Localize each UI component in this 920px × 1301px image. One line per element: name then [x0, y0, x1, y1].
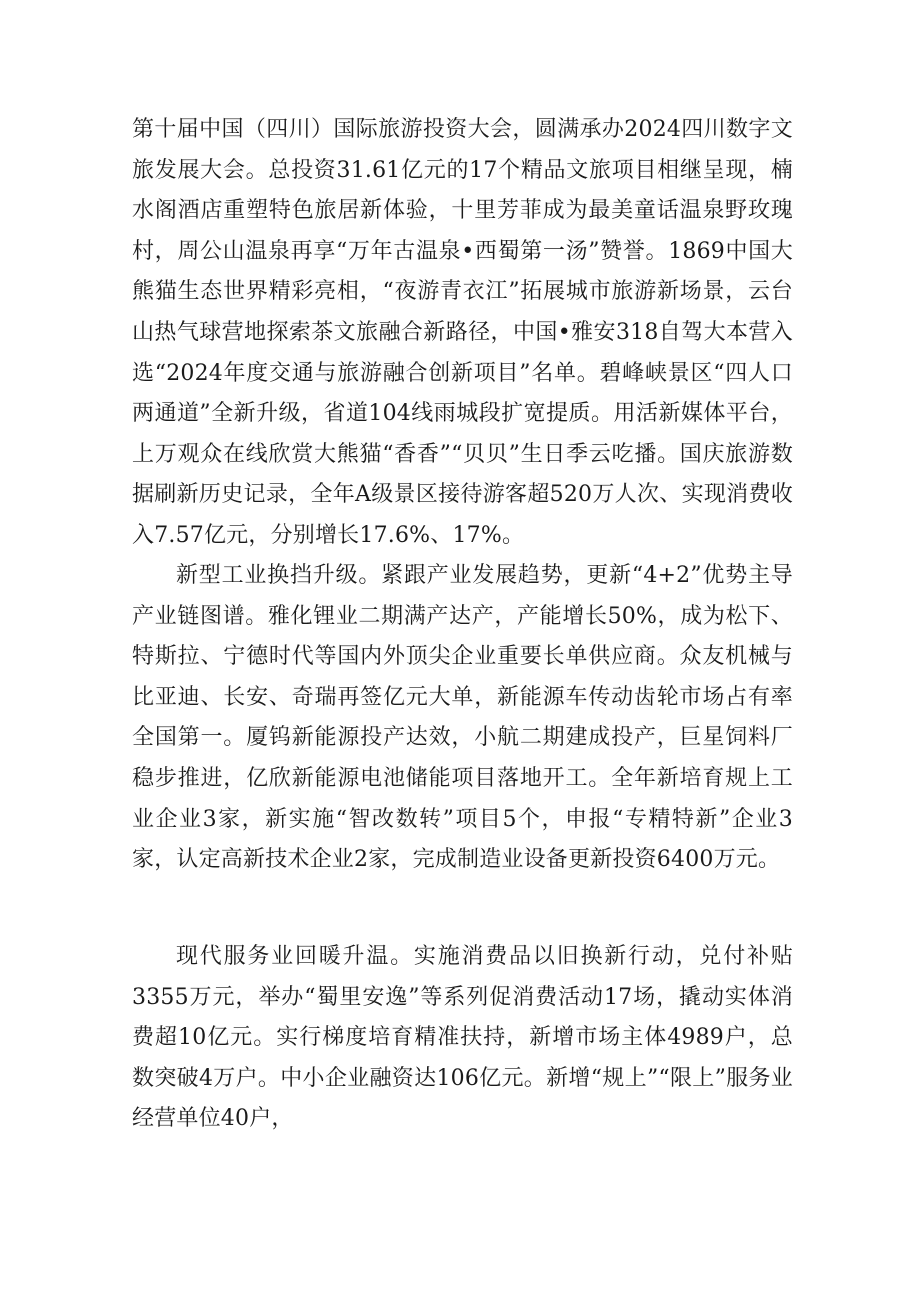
paragraph-tourism-continued [132, 110, 793, 557]
paragraph-services [132, 937, 793, 1140]
paragraph-industry [132, 556, 793, 881]
paragraph-text: 新型工业换挡升级。紧跟产业发展趋势，更新“4+2”优势主导产业链图谱。雅化锂业二期满产达产，产能增长50%，成为松下、特斯拉、宁德时代等国内外顶尖企业重要长单供应商。众友机械与比亚迪、长安、奇瑞再签亿元大单，新能源车传动齿轮市场占有率全国第一。厦钨新能源投产达效，小航二期建成投产，巨星饲料厂稳步推进，亿欣新能源电池储能项目落地开工。全年新培育规上工业企业3家，新实施“智改数转”项目5个，申报“专精特新”企业3家，认定高新技术企业2家，完成制造业设备更新投资6400万元。 [132, 563, 793, 873]
paragraph-text: 第十届中国（四川）国际旅游投资大会，圆满承办2024四川数字文旅发展大会。总投资31.61亿元的17个精品文旅项目相继呈现，楠水阁酒店重塑特色旅居新体验，十里芳菲成为最美童话温泉野玫瑰村，周公山温泉再享“万年古温泉•西蜀第一汤”赞誉。1869中国大熊猫生态世界精彩亮相，“夜游青衣江”拓展城市旅游新场景，云台山热气球营地探索茶文旅融合新路径，中国•雅安318自驾大本营入选“2024年度交通与旅游融合创新项目”名单。碧峰峡景区“四人口两通道”全新升级，省道104线雨城段扩宽提质。用活新媒体平台，上万观众在线欣赏大熊猫“香香”“贝贝”生日季云吃播。国庆旅游数据刷新历史记录，全年A级景区接待游客超520万人次、实现消费收入7.57亿元，分别增长17.6%、17%。 [132, 117, 793, 548]
paragraph-text: 现代服务业回暖升温。实施消费品以旧换新行动，兑付补贴3355万元，举办“蜀里安逸”等系列促消费活动17场，撬动实体消费超10亿元。实行梯度培育精准扶持，新增市场主体4989户，总数突破4万户。中小企业融资达106亿元。新增“规上”“限上”服务业经营单位40户， [132, 944, 793, 1132]
